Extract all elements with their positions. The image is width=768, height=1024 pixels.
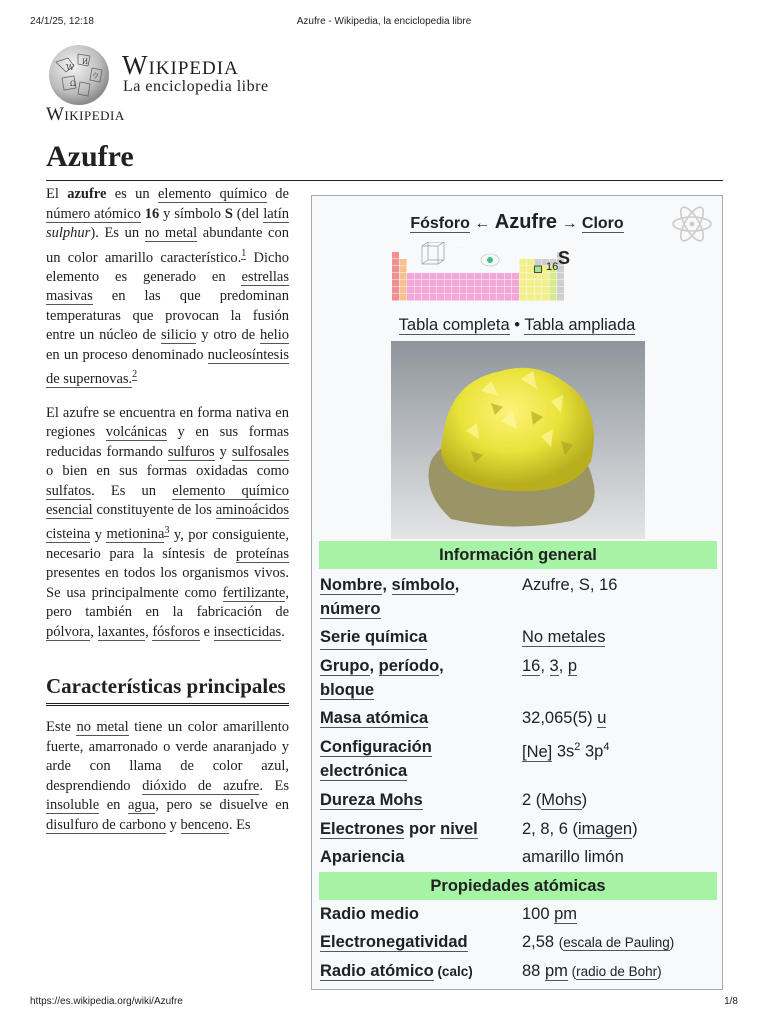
ptable-cell (520, 273, 527, 280)
ptable-cell (505, 287, 512, 294)
ptable-cell (445, 280, 452, 287)
ptable-cell (497, 280, 504, 287)
link-benceno[interactable]: benceno (180, 816, 229, 833)
link-bloque[interactable]: bloque (320, 681, 375, 699)
link-grupo[interactable]: Grupo (320, 657, 370, 675)
ptable-cell (542, 287, 549, 294)
periodic-table-thumbnail[interactable] (392, 242, 642, 310)
ptable-sulfur-cell (535, 266, 542, 273)
ptable-cell (497, 287, 504, 294)
reference-2[interactable]: 2 (132, 369, 138, 381)
ptable-cell (422, 273, 429, 280)
ptable-cell (452, 280, 459, 287)
ptable-cell (400, 259, 407, 266)
link-escala-de-pauling[interactable]: escala de Pauling (563, 935, 670, 950)
ptable-cell (542, 294, 549, 301)
link-nucleosintesis[interactable]: nucleosíntesis de supernovas. (46, 346, 289, 388)
ptable-cell (415, 280, 422, 287)
ptable-cell (520, 280, 527, 287)
link-numero-atomico[interactable]: número atómico (46, 205, 141, 222)
ptable-cell (542, 280, 549, 287)
term-azufre: azufre (67, 186, 107, 202)
ptable-cell (557, 273, 564, 280)
link-volcanicas[interactable]: volcánicas (105, 424, 167, 441)
link-pm[interactable]: pm (554, 905, 578, 923)
reference-3[interactable]: 3 (164, 524, 170, 536)
link-polvora[interactable]: pólvora (46, 623, 91, 640)
ptable-cell (422, 287, 429, 294)
link-dioxido-de-azufre[interactable]: dióxido de azufre (142, 777, 260, 794)
label-radio-atomico[interactable]: Radio atómico (320, 962, 434, 980)
ptable-cell (512, 287, 519, 294)
atom-icon (670, 202, 714, 246)
ptable-cell (467, 280, 474, 287)
link-previous-element[interactable]: Fósforo (410, 215, 470, 232)
label-electronegatividad[interactable]: Electronegatividad (320, 933, 468, 951)
ptable-cell (392, 259, 399, 266)
ptable-cell (520, 287, 527, 294)
link-proteinas[interactable]: proteínas (235, 545, 289, 562)
label-apariencia: Apariencia (320, 848, 405, 866)
ptable-cell (445, 287, 452, 294)
value-apariencia: amarillo limón (522, 848, 624, 866)
ptable-cell (527, 280, 534, 287)
wikipedia-tagline: La enciclopedia libre (123, 78, 269, 95)
link-laxantes[interactable]: laxantes (97, 623, 146, 640)
ptable-cell (452, 273, 459, 280)
link-numero[interactable]: número (320, 600, 381, 618)
ptable-cell (400, 266, 407, 273)
link-neon[interactable]: [Ne] (522, 742, 553, 761)
infobox-element-name: Azufre (494, 211, 557, 233)
ptable-cell (445, 294, 452, 301)
link-latin[interactable]: latín (263, 205, 289, 222)
svg-text:ウ: ウ (92, 72, 99, 80)
section-header-propiedades-atomicas: Propiedades atómicas (319, 872, 717, 900)
ptable-cell (392, 252, 399, 259)
link-insecticidas[interactable]: insecticidas (213, 623, 282, 640)
ptable-cell (475, 280, 482, 287)
link-cisteina[interactable]: cisteina (46, 526, 91, 543)
page-title: Azufre (46, 140, 134, 173)
ptable-cell (557, 280, 564, 287)
label-radio-medio: Radio medio (320, 905, 420, 923)
ptable-cell (400, 294, 407, 301)
ptable-cell (505, 280, 512, 287)
ptable-cell (460, 287, 467, 294)
link-tabla-ampliada[interactable]: Tabla ampliada (524, 316, 636, 334)
ptable-cell (520, 259, 527, 266)
paragraph-characteristics: Este no metal tiene un color amarillento fuerte, amarronado o verde anaranjado y arde con llama de color azul, desprendiendo dióxido de azufre. Es insoluble en agua, pero se disuelve en disulfuro de carbono y benceno. Es (46, 719, 290, 833)
ptable-cell (445, 273, 452, 280)
ptable-cell (482, 280, 489, 287)
ptable-cell (407, 287, 414, 294)
value-grupo[interactable]: 16 (522, 657, 541, 675)
ptable-cell (407, 273, 414, 280)
ptable-cell (520, 294, 527, 301)
link-radio-de-bohr[interactable]: radio de Bohr (576, 964, 658, 979)
label-masa-atomica[interactable]: Masa atómica (320, 709, 429, 727)
ptable-cell (550, 280, 557, 287)
ptable-cell (430, 294, 437, 301)
link-tabla-completa[interactable]: Tabla completa (398, 316, 510, 334)
reference-1[interactable]: 1 (241, 247, 247, 259)
ptable-cell (430, 287, 437, 294)
ptable-cell (550, 287, 557, 294)
ptable-cell (475, 294, 482, 301)
link-aminoacidos[interactable]: aminoácidos (215, 502, 289, 519)
ptable-cell (437, 273, 444, 280)
ptable-cell (415, 294, 422, 301)
ptable-cell (542, 273, 549, 280)
ptable-cell (505, 273, 512, 280)
link-next-element[interactable]: Cloro (581, 215, 624, 232)
ptable-cell (512, 294, 519, 301)
ptable-cell (400, 287, 407, 294)
ptable-cell (527, 273, 534, 280)
ptable-cell (535, 273, 542, 280)
ptable-cell (460, 280, 467, 287)
ptable-cell (452, 294, 459, 301)
link-elemento-esencial[interactable]: elemento químico esencial (46, 482, 290, 519)
svg-text:· · · ·: · · · · (456, 245, 463, 249)
link-silicio[interactable]: silicio (161, 327, 197, 344)
ptable-cell (467, 273, 474, 280)
ptable-cell (512, 280, 519, 287)
value-nombre: Azufre, S, 16 (522, 576, 618, 594)
link-pm-2[interactable]: pm (544, 962, 568, 980)
periodic-table-links: Tabla completa • Tabla ampliada (398, 316, 636, 334)
ptable-cell (400, 273, 407, 280)
section-header-informacion-general: Información general (319, 541, 717, 569)
link-fertilizante[interactable]: fertilizante (222, 584, 286, 601)
link-sulfosales[interactable]: sulfosales (231, 443, 289, 460)
link-simbolo[interactable]: símbolo (391, 576, 455, 594)
wikipedia-wordmark[interactable]: Wikipedia (122, 50, 239, 80)
ptable-cell (527, 294, 534, 301)
ptable-cell (497, 273, 504, 280)
link-metionina[interactable]: metionina (106, 526, 165, 543)
ptable-cell (437, 287, 444, 294)
link-insoluble[interactable]: insoluble (46, 797, 100, 814)
ptable-cell (415, 273, 422, 280)
link-sulfuros[interactable]: sulfuros (167, 443, 215, 460)
svg-text:W: W (66, 63, 75, 72)
link-agua[interactable]: agua (127, 797, 156, 814)
ptable-cell (392, 280, 399, 287)
link-no-metal-2[interactable]: no metal (76, 719, 129, 736)
label-dureza-mohs[interactable]: Dureza Mohs (320, 791, 423, 809)
ptable-cell (535, 259, 542, 266)
link-sulfatos[interactable]: sulfatos (46, 482, 92, 499)
label-configuracion-electronica[interactable]: Configuración electrónica (320, 738, 432, 780)
ptable-cell (535, 287, 542, 294)
wikipedia-wordmark-small[interactable]: Wikipedia (46, 104, 125, 125)
ptable-cell (535, 280, 542, 287)
print-url: https://es.wikipedia.org/wiki/Azufre (30, 996, 183, 1007)
section-heading-caracteristicas: Características principales (46, 672, 289, 706)
label-serie-quimica[interactable]: Serie química (320, 625, 427, 650)
value-periodo[interactable]: 3 (549, 657, 559, 675)
ptable-cell (430, 273, 437, 280)
paragraph-intro: El azufre es un elemento químico de número atómico 16 y símbolo S (del latín sulphur). Es un no metal abundante con un color amarillo característico.$^1$ Dicho elemento es generado en estrellas masivas en las que predominan temperaturas que provocan la fusión entre un núcleo de silicio y otro de helio en un proceso denominado nucleosíntesis de supernovas.$^2$ (46, 186, 289, 388)
svg-text:И: И (82, 58, 89, 66)
print-datetime: 24/1/25, 12:18 (30, 16, 94, 27)
ptable-cell (557, 294, 564, 301)
ptable-cell (467, 287, 474, 294)
link-fosforos[interactable]: fósforos (152, 623, 200, 640)
ptable-cell (550, 294, 557, 301)
ptable-cell (490, 273, 497, 280)
ptable-cell (535, 294, 542, 301)
ptable-cell (392, 266, 399, 273)
element-infobox: Fósforo ← Azufre → Cloro · · · · 16 S Tabla completa • Tabla ampliada Información general Nombre, símbolo, número Azufre, S, 16 Serie química No metales Grupo, período, bloque 16, 3, p Masa atómica 32,065(5) u Configuración electrónica [Ne] $3s^2$ $3p^4$ Dureza Mohs 2 (Mohs) Electrones por nivel 2, 8, 6 (imagen) Apariencia amarillo limón Propiedades atómicas Radio medio 100 pm Electronegatividad 2,58 (escala de Pauling) Radio atómico (calc) 88 pm (radio de Bohr) (311, 195, 723, 990)
wikipedia-globe-logo[interactable] (44, 44, 114, 106)
ptable-cell (490, 294, 497, 301)
link-unidad-masa[interactable]: u (597, 709, 607, 727)
ptable-cell (557, 287, 564, 294)
ptable-cell (482, 294, 489, 301)
print-doc-title: Azufre - Wikipedia, la enciclopedia libre (296, 16, 472, 27)
ptable-cell (467, 294, 474, 301)
link-no-metal[interactable]: no metal (144, 225, 198, 241)
ptable-cell (512, 273, 519, 280)
ptable-cell (490, 287, 497, 294)
ptable-cell (475, 287, 482, 294)
link-nombre[interactable]: Nombre (320, 576, 383, 594)
link-estrellas-masivas[interactable]: estrellas masivas (46, 268, 289, 305)
ptable-cell (392, 287, 399, 294)
ptable-cell (490, 280, 497, 287)
link-mohs[interactable]: Mohs (541, 791, 582, 809)
link-helio[interactable]: helio (260, 327, 289, 344)
element-navigation: Fósforo ← Azufre → Cloro (410, 211, 624, 233)
ptable-symbol: S (558, 248, 571, 268)
ptable-cell (430, 280, 437, 287)
ptable-atomic-number: 16 (546, 261, 559, 273)
ptable-cell (527, 259, 534, 266)
link-disulfuro-de-carbono[interactable]: disulfuro de carbono (46, 816, 166, 833)
ptable-cell (392, 273, 399, 280)
ptable-cell (527, 266, 534, 273)
ptable-cell (527, 287, 534, 294)
ptable-cell (505, 294, 512, 301)
sulfur-crystal-photo[interactable] (391, 341, 645, 539)
article-body (46, 185, 289, 849)
ptable-cell (482, 273, 489, 280)
link-elemento-quimico[interactable]: elemento químico (157, 186, 267, 202)
ptable-cell (437, 280, 444, 287)
value-serie-quimica[interactable]: No metales (522, 628, 606, 646)
ptable-cell (415, 287, 422, 294)
ptable-cell (422, 280, 429, 287)
ptable-cell (392, 294, 399, 301)
value-bloque[interactable]: p (567, 657, 578, 675)
link-electrones[interactable]: Electrones (320, 820, 405, 838)
svg-text:Ω: Ω (70, 80, 76, 88)
ptable-cell (400, 280, 407, 287)
paragraph-occurrence: El azufre se encuentra en forma nativa en regiones volcánicas y en sus formas reducidas formando sulfuros y sulfosales o bien en sus formas oxidadas como sulfatos. Es un elemento químico esencial constituyente de los aminoácidos cisteina y metionina$^3$ y, por consiguiente, necesario para la síntesis de proteínas presentes en todos los organismos vivos. Se usa principalmente como fertilizante, pero también en la fabricación de pólvora, laxantes, fósforos e insecticidas. (46, 404, 290, 640)
ptable-cell (407, 294, 414, 301)
ptable-cell (460, 294, 467, 301)
link-nivel[interactable]: nivel (440, 820, 478, 838)
ptable-cell (497, 294, 504, 301)
ptable-cell (520, 266, 527, 273)
ptable-cell (437, 294, 444, 301)
ptable-cell (475, 273, 482, 280)
link-imagen[interactable]: imagen (577, 820, 633, 838)
title-divider (46, 180, 723, 181)
ptable-cell (407, 280, 414, 287)
ptable-cell (460, 273, 467, 280)
ptable-cell (422, 294, 429, 301)
ptable-cell (452, 287, 459, 294)
ptable-cell (550, 273, 557, 280)
ptable-cell (482, 287, 489, 294)
print-page-number: 1/8 (724, 996, 738, 1007)
link-periodo[interactable]: período (378, 657, 440, 675)
